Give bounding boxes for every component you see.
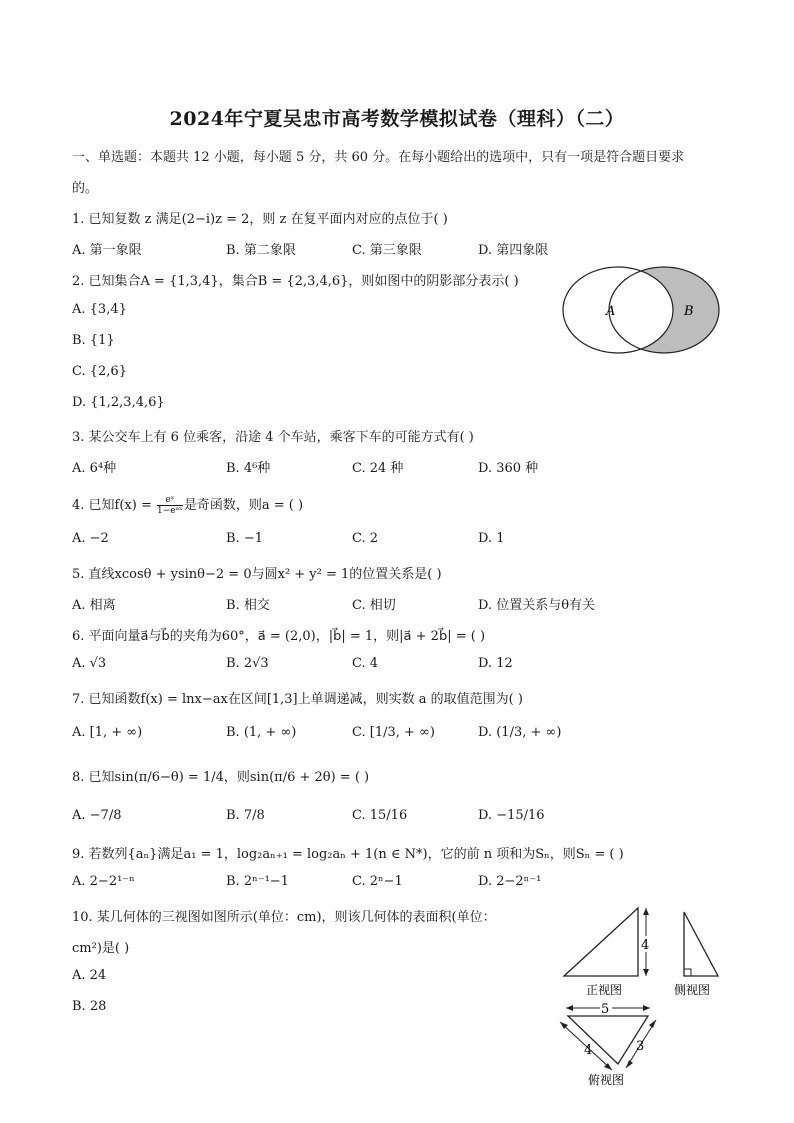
section-heading: 一、单选题：本题共 12 小题，每小题 5 分，共 60 分。在每小题给出的选项中，只有一项是符合题目要求	[72, 150, 685, 165]
q9-option-b: B. 2ⁿ⁻¹−1	[226, 874, 289, 889]
section-heading-cont: 的。	[72, 181, 99, 196]
q5-option-d: D. 位置关系与θ有关	[478, 598, 596, 613]
side-view-triangle	[684, 912, 718, 976]
q6-option-d: D. 12	[478, 656, 513, 671]
q5-option-c: C. 相切	[352, 598, 396, 613]
question-2-stem: 2. 已知集合A = {1,3,4}，集合B = {2,3,4,6}，则如图中的阴影部分表示( )	[72, 274, 519, 289]
set-a-label: A	[606, 304, 616, 319]
q1-option-c: C. 第三象限	[352, 243, 422, 258]
side-view-label: 侧视图	[674, 983, 711, 997]
q4-stem-suffix: 是奇函数，则a = ( )	[183, 498, 304, 513]
question-6-stem: 6. 平面向量a⃗与b⃗的夹角为60°，a⃗ = (2,0)，|b⃗| = 1，则|a⃗ + 2b⃗| = ( )	[72, 629, 486, 644]
q3-option-b: B. 4⁶种	[226, 461, 271, 476]
question-8-stem: 8. 已知sin(π/6−θ) = 1/4，则sin(π/6 + 2θ) = ( )	[72, 770, 370, 785]
q2-option-a: A. {3,4}	[72, 302, 127, 317]
q1-option-b: B. 第二象限	[226, 243, 296, 258]
question-10-stem-cont: cm²)是( )	[72, 941, 130, 956]
dim-arrow-left	[566, 1005, 573, 1011]
q3-option-d: D. 360 种	[478, 461, 539, 476]
question-1-stem: 1. 已知复数 z 满足(2−i)z = 2，则 z 在复平面内对应的点位于( )	[72, 212, 448, 227]
question-10-stem: 10. 某几何体的三视图如图所示(单位：cm)，则该几何体的表面积(单位：	[72, 910, 496, 925]
q1-option-a: A. 第一象限	[72, 243, 142, 258]
question-5-stem: 5. 直线xcosθ + ysinθ−2 = 0与圆x² + y² = 1的位置关系是( )	[72, 567, 442, 582]
q2-option-c: C. {2,6}	[72, 364, 127, 379]
q3-option-c: C. 24 种	[352, 461, 404, 476]
q6-option-c: C. 4	[352, 656, 379, 671]
q8-option-c: C. 15/16	[352, 808, 408, 823]
set-b-label: B	[684, 304, 694, 319]
q9-option-a: A. 2−2¹⁻ⁿ	[72, 874, 135, 889]
q1-option-d: D. 第四象限	[478, 243, 549, 258]
question-3-stem: 3. 某公交车上有 6 位乘客，沿途 4 个车站，乘客下车的可能方式有( )	[72, 430, 474, 445]
dim-arrow-up	[643, 908, 649, 915]
dim-arrow-down	[643, 969, 649, 976]
q7-option-a: A. [1, + ∞)	[72, 725, 143, 740]
q6-option-a: A. √3	[72, 656, 107, 671]
q7-option-c: C. [1/3, + ∞)	[352, 725, 435, 740]
q8-option-a: A. −7/8	[72, 808, 122, 823]
set-a-circle	[563, 267, 673, 353]
q5-option-a: A. 相离	[72, 598, 116, 613]
q4-fraction-numerator: eˣ	[157, 495, 183, 506]
q4-fraction-denominator: 1−eᵃˣ	[156, 506, 183, 516]
top-view-label: 俯视图	[588, 1073, 625, 1087]
q4-fraction	[157, 495, 183, 516]
q4-option-b: B. −1	[226, 531, 263, 546]
right-angle-mark	[684, 969, 691, 976]
q4-option-d: D. 1	[478, 531, 505, 546]
question-7-stem: 7. 已知函数f(x) = lnx−ax在区间[1,3]上单调递减，则实数 a 的取值范围为( )	[72, 692, 523, 707]
venn-diagram	[560, 264, 724, 356]
top-long-label: 5	[601, 1002, 610, 1017]
q9-option-d: D. 2−2ⁿ⁻¹	[478, 874, 542, 889]
q8-option-b: B. 7/8	[226, 808, 265, 823]
q3-option-a: A. 6⁴种	[72, 461, 117, 476]
front-view-triangle	[564, 908, 638, 976]
question-9-stem: 9. 若数列{aₙ}满足a₁ = 1，log₂aₙ₊₁ = log₂aₙ + 1(n ∈ N*)，它的前 n 项和为Sₙ，则Sₙ = ( )	[72, 847, 624, 862]
dim-arrow-sw	[626, 1060, 633, 1068]
q6-option-b: B. 2√3	[226, 656, 269, 671]
q5-option-b: B. 相交	[226, 598, 270, 613]
q4-option-c: C. 2	[352, 531, 379, 546]
dim-arrow-right	[643, 1005, 650, 1011]
page-title: 2024年宁夏吴忠市高考数学模拟试卷（理科）（二）	[169, 108, 625, 130]
q2-option-d: D. {1,2,3,4,6}	[72, 395, 165, 410]
top-right-label: 3	[636, 1039, 645, 1054]
q10-option-a: A. 24	[72, 968, 107, 983]
q8-option-d: D. −15/16	[478, 808, 545, 823]
q10-option-b: B. 28	[72, 999, 107, 1014]
top-left-label: 4	[584, 1043, 593, 1058]
dim-arrow-ne	[649, 1020, 656, 1028]
front-height-label: 4	[641, 938, 650, 953]
q7-option-d: D. (1/3, + ∞)	[478, 725, 562, 740]
front-view-label: 正视图	[586, 983, 623, 997]
q4-option-a: A. −2	[72, 531, 109, 546]
q2-option-b: B. {1}	[72, 333, 115, 348]
q9-option-c: C. 2ⁿ−1	[352, 874, 403, 889]
q7-option-b: B. (1, + ∞)	[226, 725, 297, 740]
three-view-figure	[556, 904, 732, 1090]
q4-stem-prefix: 4. 已知f(x) =	[72, 498, 156, 513]
question-4-stem	[72, 494, 303, 516]
